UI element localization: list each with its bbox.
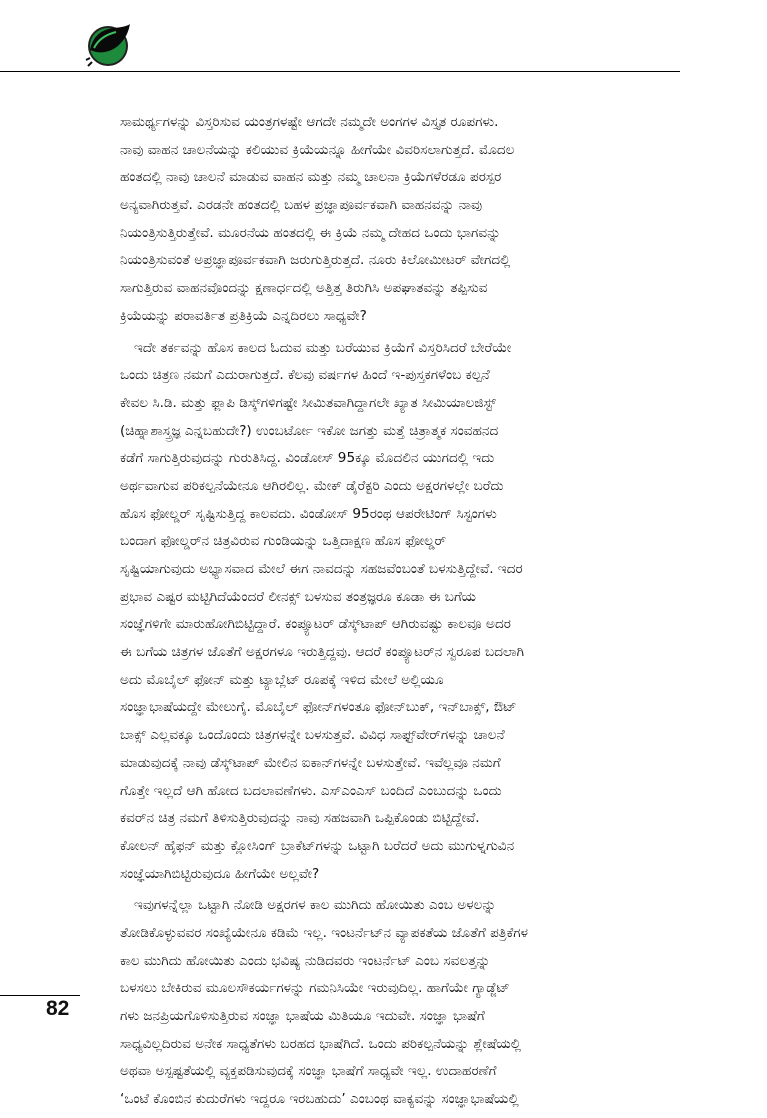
text-line: ಈ ಬಗೆಯ ಚಿತ್ರಗಳ ಜೊತೆಗೆ ಅಕ್ಷರಗಳೂ ಇರುತ್ತಿದ್ದವು. ಆದರೆ ಕಂಪ್ಯೂಟರ್‌ನ ಸ್ವರೂಪ ಬದಲಾಗಿ [120,644,525,661]
text-line: ಬಳಸಲು ಬೇಕಿರುವ ಮೂಲಸೌಕರ್ಯಗಳನ್ನು ಗಮನಿಸಿಯೇ ಇರುವುದಿಲ್ಲ. ಹಾಗೆಯೇ ಗ್ಯಾಡ್ಜೆಟ್ [120,980,510,997]
text-line: ನಿಯಂತ್ರಿಸುತ್ತಿರುತ್ತೇವೆ. ಮೂರನೆಯ ಹಂತದಲ್ಲಿ ಈ ಕ್ರಿಯೆ ನಮ್ಮ ದೇಹದ ಒಂದು ಭಾಗವನ್ನು [120,224,501,241]
paragraph [120,335,675,889]
text-line: ಇವುಗಳನ್ನೆಲ್ಲಾ ಒಟ್ಟಾಗಿ ನೋಡಿ ಅಕ್ಷರಗಳ ಕಾಲ ಮುಗಿದು ಹೋಯಿತು ಎಂಬ ಅಳಲನ್ನು [134,897,497,914]
text-line: ಗೊತ್ತೇ ಇಲ್ಲದೆ ಆಗಿ ಹೋದ ಬದಲಾವಣೆಗಳು. ಎಸ್‌ಎಂಎಸ್ ಬಂದಿದೆ ಎಂಬುದನ್ನು ಒಂದು [120,782,502,799]
text-line: ಅಥವಾ ಅಸ್ಪಷ್ಟತೆಯಲ್ಲಿ ವ್ಯಕ್ತಪಡಿಸುವುದಕ್ಕೆ ಸಂಜ್ಞಾ ಭಾಷೆಗೆ ಸಾಧ್ಯವೇ ಇಲ್ಲ. ಉದಾಹರಣೆಗೆ [120,1063,497,1080]
text-line: ಸಂಜ್ಞಾಭಾಷೆಯದ್ದೇ ಮೇಲುಗೈ. ಮೊಬೈಲ್ ಫೋನ್‌ಗಳಂತೂ ಫೋನ್‌ಬುಕ್, ಇನ್‌ಬಾಕ್ಸ್, ಔಟ್ [120,699,517,716]
text-line: ಅದು ಮೊಬೈಲ್ ಫೋನ್ ಮತ್ತು ಟ್ಯಾಬ್ಲೆಟ್ ರೂಪಕ್ಕೆ ಇಳಿದ ಮೇಲೆ ಅಲ್ಲಿಯೂ [120,671,444,688]
footer-rule [0,995,80,996]
text-line: ಬಾಕ್ಸ್ ಎಲ್ಲವಕ್ಕೂ ಒಂದೊಂದು ಚಿತ್ರಗಳನ್ನೇ ಬಳಸುತ್ತವೆ. ವಿವಿಧ ಸಾಫ್ಟ್‌ವೇರ್‌ಗಳನ್ನು ಚಾಲನೆ [120,727,505,744]
paragraph [120,109,675,331]
text-line: ಕೋಲನ್ ಹೈಫನ್ ಮತ್ತು ಕ್ಲೋಸಿಂಗ್ ಬ್ರಾಕೆಟ್‌ಗಳನ್ನು ಒಟ್ಟಾಗಿ ಬರೆದರೆ ಅದು ಮುಗುಳ್ನಗುವಿನ [120,837,515,854]
leaf-logo-icon [84,22,134,68]
text-line: ಮಾಡುವುದಕ್ಕೆ ನಾವು ಡೆಸ್ಕ್‌ಟಾಪ್ ಮೇಲಿನ ಐಕಾನ್‌ಗಳನ್ನೇ ಬಳಸುತ್ತೇವೆ. ಇವೆಲ್ಲವೂ ನಮಗೆ [120,754,501,771]
text-line: ಕೇವಲ ಸಿ.ಡಿ. ಮತ್ತು ಫ್ಲಾಪಿ ಡಿಸ್ಕ್‌ಗಳಿಗಷ್ಟೇ ಸೀಮಿತವಾಗಿದ್ದಾಗಲೇ ಖ್ಯಾತ ಸೀಮಿಯಾಲಜಿಸ್ಟ್ [120,394,497,411]
text-line: ಅನ್ಯವಾಗಿರುತ್ತವೆ. ಎರಡನೇ ಹಂತದಲ್ಲಿ ಬಹಳ ಪ್ರಜ್ಞಾಪೂರ್ವಕವಾಗಿ ವಾಹನವನ್ನು ನಾವು [120,197,483,214]
text-line: ಸಾಮರ್ಥ್ಯಗಳನ್ನು ವಿಸ್ತರಿಸುವ ಯಂತ್ರಗಳಷ್ಟೇ ಆಗದೇ ನಮ್ಮದೇ ಅಂಗಗಳ ವಿಸ್ತೃತ ರೂಪಗಳು. [120,114,499,130]
text-line: ಸಂಜ್ಞೆಯಾಗಿಬಿಟ್ಟಿರುವುದೂ ಹೀಗೆಯೇ ಅಲ್ಲವೇ? [120,865,320,882]
text-line: ಸೃಷ್ಟಿಯಾಗುವುದು ಅಭ್ಯಾಸವಾದ ಮೇಲೆ ಈಗ ನಾವದನ್ನು ಸಹಜವೆಂಬಂತೆ ಬಳಸುತ್ತಿದ್ದೇವೆ. ಇದರ [120,561,523,577]
text-line: ಕಾಲ ಮುಗಿದು ಹೋಯಿತು ಎಂದು ಭವಿಷ್ಯ ನುಡಿದವರು ಇಂಟರ್ನೆಟ್ ಎಂಬ ಸವಲತ್ತನ್ನು [120,952,491,969]
header-rule [0,71,680,72]
text-line: ಅರ್ಥವಾಗುವ ಪರಿಕಲ್ಪನೆಯೇನೂ ಆಗಿರಲಿಲ್ಲ. ಮೇಕ್ ಡೈರೆಕ್ಟರಿ ಎಂದು ಅಕ್ಷರಗಳಲ್ಲೇ ಬರೆದು [120,477,504,494]
paragraph [120,892,675,1114]
text-line: ಕವರ್‌ನ ಚಿತ್ರ ನಮಗೆ ತಿಳಿಸುತ್ತಿರುವುದನ್ನು ನಾವು ಸಹಜವಾಗಿ ಒಪ್ಪಿಕೊಂಡು ಬಿಟ್ಟಿದ್ದೇವೆ. [120,810,480,827]
text-line: ಗಳು ಜನಪ್ರಿಯಗೊಳಿಸುತ್ತಿರುವ ಸಂಜ್ಞಾ ಭಾಷೆಯ ಮಿತಿಯೂ ಇದುವೇ. ಸಂಜ್ಞಾ ಭಾಷೆಗೆ [120,1008,485,1024]
text-line: ಬಂದಾಗ ಫೋಲ್ಡರ್‌ನ ಚಿತ್ರವಿರುವ ಗುಂಡಿಯನ್ನು ಒತ್ತಿದಾಕ್ಷಣ ಹೊಸ ಫೋಲ್ಡರ್ [120,533,447,550]
text-line: ಹೊಸ ಫೋಲ್ಡರ್ ಸೃಷ್ಟಿಸುತ್ತಿದ್ದ ಕಾಲವದು. ವಿಂಡೋಸ್ 95ರಂಥ ಆಪರೇಟಿಂಗ್ ಸಿಸ್ಟಂಗಳು [120,505,497,522]
text-line: ಸಾಧ್ಯವಿಲ್ಲದಿರುವ ಅನೇಕ ಸಾಧ್ಯತೆಗಳು ಬರಹದ ಭಾಷೆಗಿದೆ. ಒಂದು ಪರಿಕಲ್ಪನೆಯನ್ನು ಶ್ಲೇಷೆಯಲ್ಲಿ [120,1035,522,1052]
text-line: ಕಡೆಗೆ ಸಾಗುತ್ತಿರುವುದನ್ನು ಗುರುತಿಸಿದ್ದ. ವಿಂಡೋಸ್ 95ಕ್ಕೂ ಮೊದಲಿನ ಯುಗದಲ್ಲಿ ಇದು [120,450,495,467]
text-line: ಸಂಜ್ಞೆಗಳಿಗೇ ಮಾರುಹೋಗಿಬಿಟ್ಟಿದ್ದಾರೆ. ಕಂಪ್ಯೂಟರ್ ಡೆಸ್ಕ್‌ಟಾಪ್ ಆಗಿರುವಷ್ಟು ಕಾಲವೂ ಅದರ [120,616,511,633]
text-line: ಒಂದು ಚಿತ್ರಣ ನಮಗೆ ಎದುರಾಗುತ್ತದೆ. ಕೆಲವು ವರ್ಷಗಳ ಹಿಂದೆ ಇ-ಪುಸ್ತಕಗಳೆಂಬ ಕಲ್ಪನೆ [120,367,490,384]
body-text [120,109,675,1118]
text-line: ನಾವು ವಾಹನ ಚಾಲನೆಯನ್ನು ಕಲಿಯುವ ಕ್ರಿಯೆಯನ್ನೂ ಹೀಗೆಯೇ ವಿವರಿಸಲಾಗುತ್ತದೆ. ಮೊದಲ [120,141,515,158]
page-number: 82 [46,997,70,1020]
text-line: (ಚಿಹ್ನಾಶಾಸ್ತ್ರಜ್ಞ ಎನ್ನಬಹುದೇ?) ಉಂಬರ್ಟೋ ಇಕೋ ಜಗತ್ತು ಮತ್ತೆ ಚಿತ್ರಾತ್ಮಕ ಸಂವಹನದ [120,422,499,439]
text-line: ಹಂತದಲ್ಲಿ ನಾವು ಚಾಲನೆ ಮಾಡುವ ವಾಹನ ಮತ್ತು ನಮ್ಮ ಚಾಲನಾ ಕ್ರಿಯೆಗಳೆರಡೂ ಪರಸ್ಪರ [120,169,502,186]
text-line: ‘ಒಂಟೆ ಕೊಂಬಿನ ಕುದುರೆಗಳು ಇದ್ದರೂ ಇರಬಹುದು’ ಎಂಬಂಥ ವಾಕ್ಯವನ್ನು ಸಂಜ್ಞಾಭಾಷೆಯಲ್ಲಿ [120,1091,519,1108]
text-line: ಪ್ರಭಾವ ಎಷ್ಟರ ಮಟ್ಟಿಗಿದೆಯೆಂದರೆ ಲೀನಕ್ಸ್ ಬಳಸುವ ತಂತ್ರಜ್ಞರೂ ಕೂಡಾ ಈ ಬಗೆಯ [120,588,477,605]
text-line: ಇದೇ ತರ್ಕವನ್ನು ಹೊಸ ಕಾಲದ ಓದುವ ಮತ್ತು ಬರೆಯುವ ಕ್ರಿಯೆಗೆ ವಿಸ್ತರಿಸಿದರೆ ಬೇರೆಯೇ [134,339,512,356]
text-line: ಕ್ರಿಯೆಯನ್ನು ಪರಾವರ್ತಿತ ಪ್ರತಿಕ್ರಿಯೆ ಎನ್ನದಿರಲು ಸಾಧ್ಯವೇ? [120,307,367,324]
text-line: ತೋಡಿಕೊಳ್ಳುವವರ ಸಂಖ್ಯೆಯೇನೂ ಕಡಿಮೆ ಇಲ್ಲ. ಇಂಟರ್ನೆಟ್‌ನ ವ್ಯಾಪಕತೆಯ ಜೊತೆಗೆ ಪತ್ರಿಕೆಗಳ [120,924,528,941]
text-line: ಸಾಗುತ್ತಿರುವ ವಾಹನವೊಂದನ್ನು ಕ್ಷಣಾರ್ಧದಲ್ಲಿ ಅತ್ತಿತ್ತ ತಿರುಗಿಸಿ ಅಪಘಾತವನ್ನು ತಪ್ಪಿಸುವ [120,280,488,297]
text-line: ನಿಯಂತ್ರಿಸುವಂತೆ ಅಪ್ರಜ್ಞಾಪೂರ್ವಕವಾಗಿ ಜರುಗುತ್ತಿರುತ್ತದೆ. ನೂರು ಕಿಲೋಮೀಟರ್ ವೇಗದಲ್ಲಿ [120,252,511,269]
